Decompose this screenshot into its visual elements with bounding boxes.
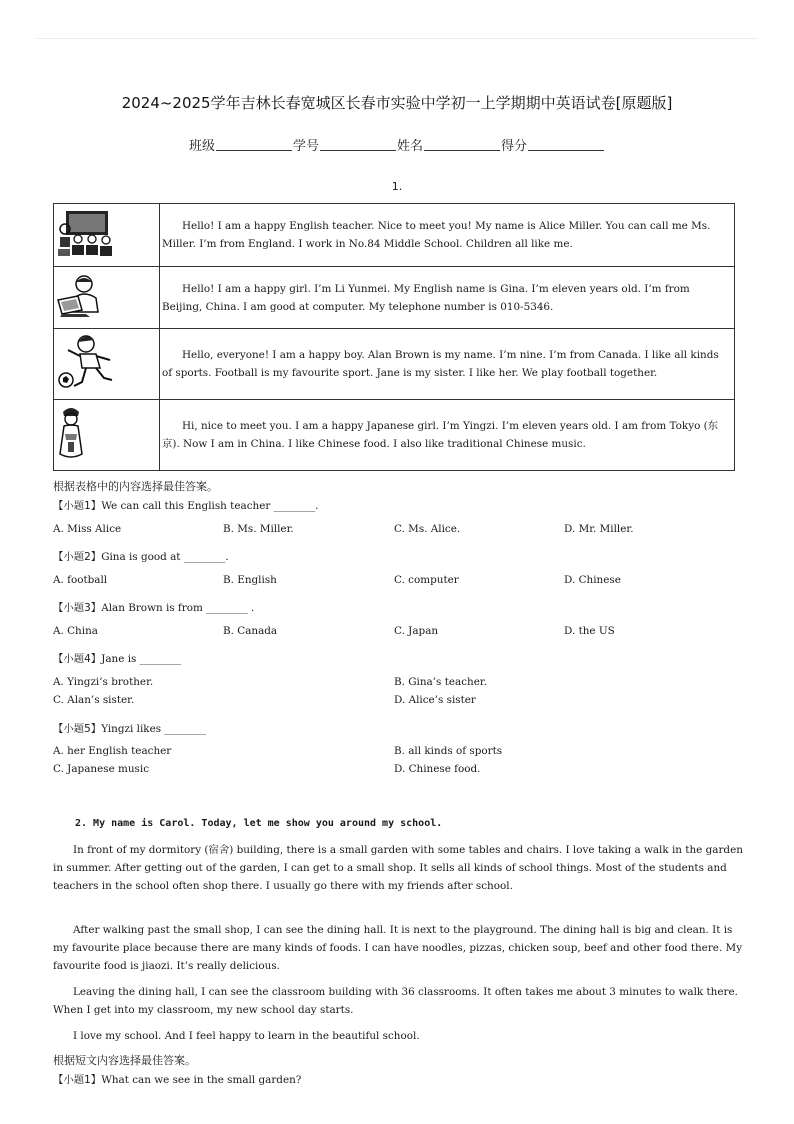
sub-label: 【小题1】: [53, 500, 102, 512]
q1-sub1-stem: [53, 497, 319, 512]
q1-sub1-option-b[interactable]: B. Ms. Miller.: [223, 523, 294, 535]
intro-text-yingzi: Hi, nice to meet you. I am a happy Japanese girl. I’m Yingzi. I’m eleven years old. I am from Tokyo (东京). Now I am in China. I like Chinese food. I also like traditional Chinese music.: [160, 400, 735, 471]
q1-sub5-option-a[interactable]: A. her English teacher: [53, 745, 172, 757]
sub-label: 【小题5】: [53, 723, 102, 735]
q2-sub1-stem: [53, 1071, 301, 1086]
q1-sub4-option-b[interactable]: B. Gina’s teacher.: [394, 676, 487, 688]
passage-paragraph: I love my school. And I feel happy to learn in the beautiful school.: [73, 1030, 420, 1042]
q1-sub4-option-c[interactable]: C. Alan’s sister.: [53, 694, 135, 706]
q1-sub1-option-c[interactable]: C. Ms. Alice.: [394, 523, 461, 535]
q1-sub5-option-b[interactable]: B. all kinds of sports: [394, 745, 503, 757]
q1-sub3-option-c[interactable]: C. Japan: [394, 625, 439, 637]
page-top-divider: [36, 38, 758, 39]
name-label: 姓名: [397, 139, 424, 154]
q1-sub3-option-a[interactable]: A. China: [53, 625, 98, 637]
q1-sub3-option-b[interactable]: B. Canada: [223, 625, 278, 637]
page-title: 2024~2025学年吉林长春宽城区长春市实验中学初一上学期期中英语试卷[原题版]: [121, 94, 673, 112]
passage-paragraph: Leaving the dining hall, I can see the classroom building with 36 classrooms. It often takes me about 3 minutes to walk there. When I get into my classroom, my new school day starts.: [53, 986, 738, 1016]
passage-paragraph: In front of my dormitory (宿舍) building, there is a small garden with some tables and chairs. I love taking a walk in the garden in summer. After getting out of the garden, I can get to a small shop. It sells all kinds of school things. Most of the students and teachers in the school often shop there. I usually go there with my friends after school.: [53, 844, 743, 892]
sub-stem: Jane is ________: [101, 653, 182, 665]
table-row: [54, 329, 735, 400]
passage-paragraph: After walking past the small shop, I can see the dining hall. It is next to the playground. The dining hall is big and clean. It is my favourite place because there are many kinds of foods. I can have noodles, pizzas, chicken soup, beef and other food there. My favourite food is jiaozi. It’s really delicious.: [53, 924, 743, 972]
q1-sub2-option-d[interactable]: D. Chinese: [564, 574, 621, 586]
introduction-table: [53, 203, 735, 471]
class-label: 班级: [188, 139, 215, 154]
q2-instruction: 根据短文内容选择最佳答案。: [53, 1054, 196, 1067]
sub-stem: Yingzi likes ________: [101, 723, 206, 735]
q1-sub3-stem: [53, 599, 254, 614]
boy-football-icon: [56, 334, 116, 390]
q1-instruction: 根据表格中的内容选择最佳答案。: [53, 480, 218, 493]
student-info-line: [0, 135, 794, 154]
table-row: [54, 267, 735, 329]
picture-cell: [54, 204, 160, 267]
intro-text-alan: Hello, everyone! I am a happy boy. Alan Brown is my name. I’m nine. I’m from Canada. I like all kinds of sports. Football is my favourite sport. Jane is my sister. I like her. We play football together.: [160, 329, 735, 400]
sub-stem: Alan Brown is from ________ .: [101, 602, 255, 614]
sub-label: 【小题3】: [53, 602, 102, 614]
q1-sub2-stem: [53, 548, 229, 563]
q1-sub1-option-a[interactable]: A. Miss Alice: [53, 523, 122, 535]
girl-computer-icon: [56, 274, 106, 318]
q1-sub5-option-c[interactable]: C. Japanese music: [53, 763, 150, 775]
q1-sub3-option-d[interactable]: D. the US: [564, 625, 615, 637]
table-row: [54, 204, 735, 267]
q1-sub4-option-d[interactable]: D. Alice’s sister: [394, 694, 476, 706]
picture-cell: [54, 400, 160, 471]
picture-cell: [54, 267, 160, 329]
q1-sub1-option-d[interactable]: D. Mr. Miller.: [564, 523, 634, 535]
sub-label: 【小题2】: [53, 551, 102, 563]
q1-sub5-stem: [53, 720, 206, 735]
sub-stem: We can call this English teacher ________.: [101, 500, 319, 512]
score-blank[interactable]: [528, 138, 604, 151]
intro-text-gina: Hello! I am a happy girl. I’m Li Yunmei. My English name is Gina. I’m eleven years old. I’m from Beijing, China. I am good at computer. My telephone number is 010-5346.: [160, 267, 735, 329]
q1-sub2-option-b[interactable]: B. English: [223, 574, 277, 586]
teacher-classroom-icon: [56, 209, 114, 257]
question-1-number: 1.: [391, 180, 403, 193]
q1-sub4-stem: [53, 650, 181, 665]
sub-label: 【小题1】: [53, 1074, 102, 1086]
sub-stem: What can we see in the small garden?: [101, 1074, 302, 1086]
score-label: 得分: [501, 139, 528, 154]
q1-sub5-option-d[interactable]: D. Chinese food.: [394, 763, 481, 775]
name-blank[interactable]: [424, 138, 500, 151]
sub-stem: Gina is good at ________.: [101, 551, 229, 563]
intro-text-teacher: Hello! I am a happy English teacher. Nice to meet you! My name is Alice Miller. You can call me Ms. Miller. I’m from England. I work in No.84 Middle School. Children all like me.: [160, 204, 735, 267]
q1-sub2-option-c[interactable]: C. computer: [394, 574, 459, 586]
picture-cell: [54, 329, 160, 400]
student-number-blank[interactable]: [320, 138, 396, 151]
class-blank[interactable]: [216, 138, 292, 151]
sub-label: 【小题4】: [53, 653, 102, 665]
japanese-girl-icon: [56, 404, 86, 462]
q1-sub4-option-a[interactable]: A. Yingzi’s brother.: [53, 676, 154, 688]
q1-sub2-option-a[interactable]: A. football: [53, 574, 108, 586]
table-row: [54, 400, 735, 471]
student-number-label: 学号: [292, 139, 319, 154]
question-2-heading: 2. My name is Carol. Today, let me show you around my school.: [75, 818, 443, 829]
